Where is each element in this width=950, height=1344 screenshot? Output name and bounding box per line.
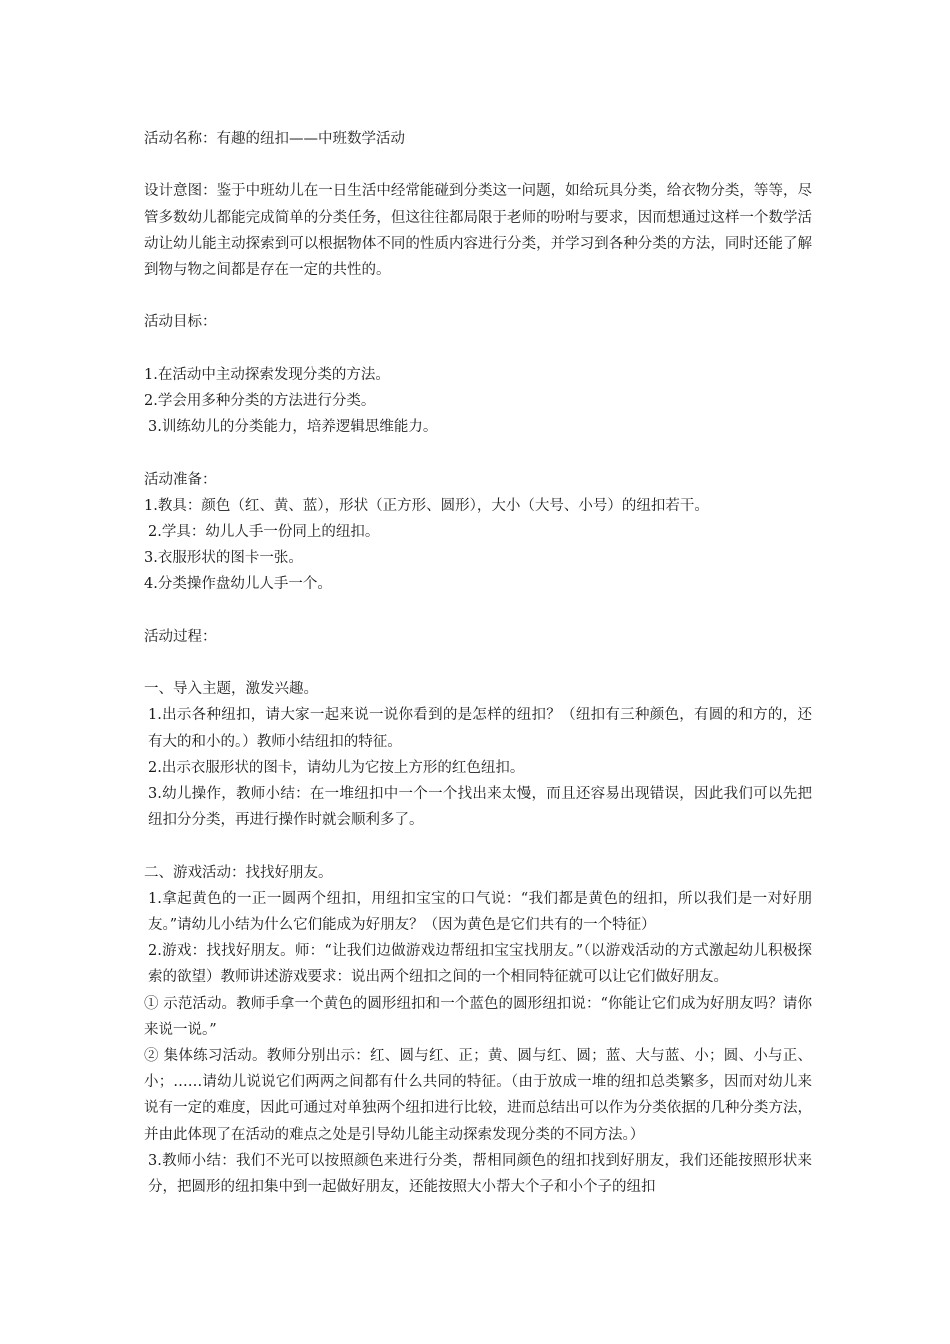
goal-item: 2.学会用多种分类的方法进行分类。 — [144, 392, 376, 409]
spacer — [144, 283, 812, 309]
spacer — [144, 650, 812, 676]
spacer — [144, 152, 812, 178]
section2-item: ① 示范活动。教师手拿一个黄色的圆形纽扣和一个蓝色的圆形纽扣说：“你能让它们成为好朋友吗？请你来说一说。” — [144, 995, 812, 1038]
prep-item: 2.学具：幼儿人手一份同上的纽扣。 — [148, 523, 380, 540]
prep-heading: 活动准备： — [144, 471, 217, 488]
section1-item: 1.出示各种纽扣，请大家一起来说一说你看到的是怎样的纽扣？（纽扣有三种颜色，有圆的和方的，还有大的和小的。）教师小结纽扣的特征。 — [148, 707, 812, 750]
process-heading: 活动过程： — [144, 628, 217, 645]
spacer — [144, 598, 812, 624]
section1-heading: 一、导入主题，激发兴趣。 — [144, 681, 318, 698]
section2-heading: 二、游戏活动：找找好朋友。 — [144, 864, 333, 881]
section2-item: 2.游戏：找找好朋友。师：“让我们边做游戏边帮纽扣宝宝找朋友。”（以游戏活动的方式激起幼儿积极探索的欲望）教师讲述游戏要求：说出两个纽扣之间的一个相同特征就可以让它们做好朋友。 — [148, 943, 812, 986]
prep-item: 3.衣服形状的图卡一张。 — [144, 550, 303, 567]
design-intent: 设计意图：鉴于中班幼儿在一日生活中经常能碰到分类这一问题，如给玩具分类，给衣物分类，等等，尽管多数幼儿都能完成简单的分类任务，但这往往都局限于老师的吩咐与要求，因而想通过这样一个数学活动让幼儿能主动探索到可以根据物体不同的性质内容进行分类，并学习到各种分类的方法，同时还能了解到物与物之间都是存在一定的共性的。 — [144, 183, 812, 278]
goals-heading: 活动目标： — [144, 314, 217, 331]
document-page — [144, 126, 812, 1200]
section2-item: ② 集体练习活动。教师分别出示：红、圆与红、正；黄、圆与红、圆；蓝、大与蓝、小；圆、小与正、小；……请幼儿说说它们两两之间都有什么共同的特征。（由于放成一堆的纽扣总类繁多，因而对幼儿来说有一定的难度，因此可通过对单独两个纽扣进行比较，进而总结出可以作为分类依据的几种分类方法，并由此体现了在活动的难点之处是引导幼儿能主动探索发现分类的不同方法。） — [144, 1048, 812, 1143]
section1-item: 2.出示衣服形状的图卡，请幼儿为它按上方形的红色纽扣。 — [148, 759, 525, 776]
spacer — [144, 833, 812, 859]
prep-item: 4.分类操作盘幼儿人手一个。 — [144, 576, 332, 593]
section2-item: 3.教师小结：我们不光可以按照颜色来进行分类，帮相同颜色的纽扣找到好朋友，我们还能按照形状来分，把圆形的纽扣集中到一起做好朋友，还能按照大小帮大个子和小个子的纽扣 — [148, 1152, 812, 1196]
spacer — [144, 336, 812, 362]
spacer — [144, 440, 812, 466]
prep-item: 1.教具：颜色（红、黄、蓝），形状（正方形、圆形），大小（大号、小号）的纽扣若干。 — [144, 497, 709, 514]
activity-title: 活动名称：有趣的纽扣——中班数学活动 — [144, 131, 405, 147]
goal-item: 1.在活动中主动探索发现分类的方法。 — [144, 366, 390, 383]
section1-item: 3.幼儿操作，教师小结：在一堆纽扣中一个一个找出来太慢，而且还容易出现错误，因此我们可以先把纽扣分分类，再进行操作时就会顺利多了。 — [148, 785, 812, 829]
section2-item: 1.拿起黄色的一正一圆两个纽扣，用纽扣宝宝的口气说：“我们都是黄色的纽扣，所以我们是一对好朋友。”请幼儿小结为什么它们能成为好朋友？（因为黄色是它们共有的一个特征） — [148, 890, 812, 933]
goal-item: 3.训练幼儿的分类能力，培养逻辑思维能力。 — [148, 419, 438, 436]
